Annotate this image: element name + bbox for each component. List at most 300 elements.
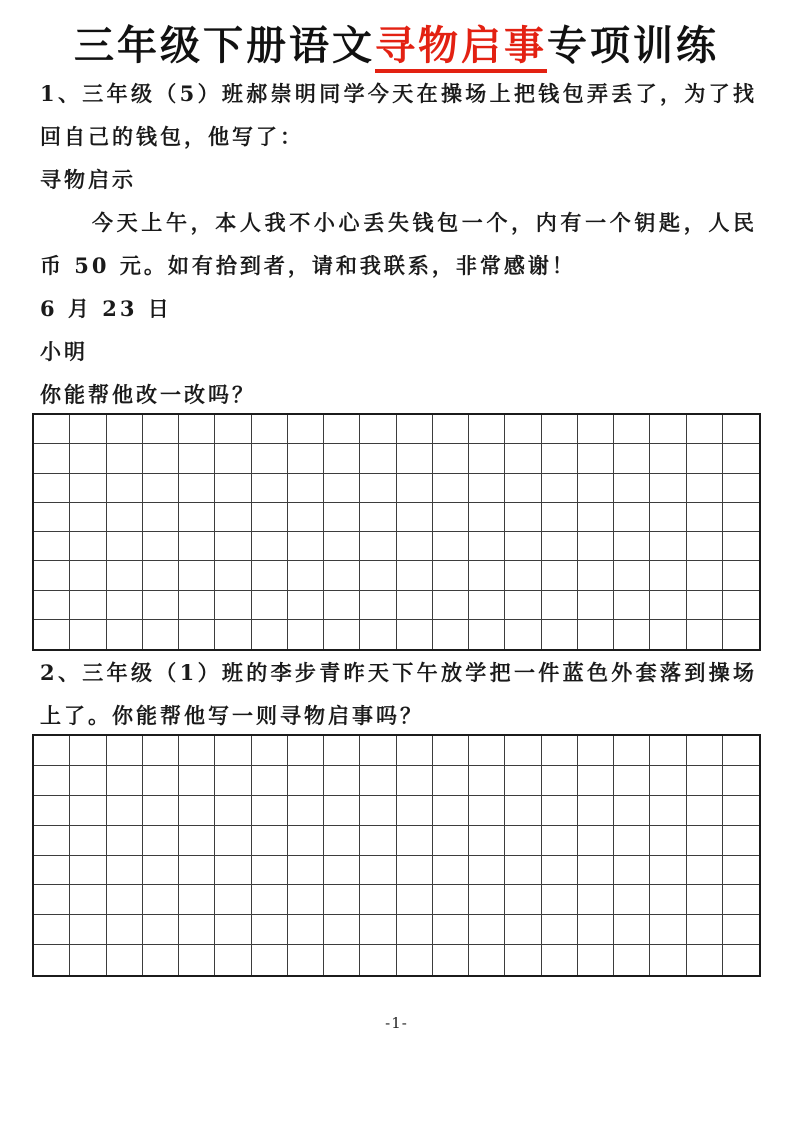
grid-cell — [179, 415, 215, 444]
grid-cell — [324, 474, 360, 503]
grid-cell — [687, 766, 723, 796]
grid-cell — [397, 620, 433, 649]
grid-cell — [215, 736, 251, 766]
grid-cell — [288, 444, 324, 473]
grid-cell — [723, 736, 759, 766]
grid-cell — [143, 796, 179, 826]
grid-cell — [397, 856, 433, 886]
grid-cell — [433, 915, 469, 945]
grid-cell — [614, 766, 650, 796]
grid-cell — [360, 620, 396, 649]
grid-cell — [578, 796, 614, 826]
grid-cell — [70, 915, 106, 945]
grid-cell — [107, 591, 143, 620]
grid-cell — [143, 766, 179, 796]
grid-cell — [179, 856, 215, 886]
grid-cell — [614, 415, 650, 444]
grid-cell — [107, 915, 143, 945]
grid-cell — [215, 561, 251, 590]
grid-cell — [70, 826, 106, 856]
grid-cell — [542, 532, 578, 561]
grid-cell — [578, 826, 614, 856]
grid-cell — [143, 444, 179, 473]
grid-cell — [397, 444, 433, 473]
grid-cell — [360, 945, 396, 975]
grid-cell — [505, 796, 541, 826]
grid-cell — [324, 503, 360, 532]
grid-cell — [542, 915, 578, 945]
grid-cell — [34, 503, 70, 532]
title-highlight: 寻物启事 — [375, 24, 547, 73]
grid-cell — [650, 503, 686, 532]
writing-grid-1 — [32, 413, 761, 651]
grid-cell — [650, 885, 686, 915]
grid-cell — [469, 796, 505, 826]
grid-cell — [360, 826, 396, 856]
grid-cell — [215, 620, 251, 649]
grid-cell — [34, 945, 70, 975]
grid-cell — [469, 591, 505, 620]
grid-cell — [505, 561, 541, 590]
grid-cell — [70, 415, 106, 444]
title-suffix: 专项训练 — [547, 24, 719, 68]
grid-cell — [70, 885, 106, 915]
grid-cell — [687, 532, 723, 561]
grid-cell — [215, 415, 251, 444]
grid-cell — [215, 915, 251, 945]
grid-cell — [687, 736, 723, 766]
grid-cell — [70, 444, 106, 473]
grid-cell — [650, 532, 686, 561]
grid-cell — [650, 444, 686, 473]
grid-cell — [397, 415, 433, 444]
grid-cell — [179, 885, 215, 915]
grid-cell — [723, 474, 759, 503]
grid-cell — [614, 620, 650, 649]
grid-cell — [578, 415, 614, 444]
grid-cell — [433, 885, 469, 915]
question-1-text: 1、三年级（5）班郝崇明同学今天在操场上把钱包弄丢了，为了找回自己的钱包，他写了： — [40, 81, 757, 149]
grid-cell — [469, 736, 505, 766]
grid-cell — [469, 915, 505, 945]
grid-cell — [288, 856, 324, 886]
grid-cell — [433, 856, 469, 886]
grid-cell — [397, 826, 433, 856]
grid-cell — [650, 766, 686, 796]
grid-cell — [469, 945, 505, 975]
grid-cell — [614, 915, 650, 945]
grid-cell — [578, 885, 614, 915]
grid-cell — [143, 856, 179, 886]
grid-cell — [505, 915, 541, 945]
grid-cell — [578, 532, 614, 561]
grid-cell — [723, 885, 759, 915]
grid-cell — [324, 532, 360, 561]
grid-cell — [650, 591, 686, 620]
grid-cell — [505, 415, 541, 444]
grid-cell — [433, 826, 469, 856]
grid-cell — [505, 736, 541, 766]
grid-cell — [433, 474, 469, 503]
grid-cell — [215, 796, 251, 826]
grid-cell — [143, 503, 179, 532]
grid-cell — [215, 766, 251, 796]
grid-cell — [542, 620, 578, 649]
grid-cell — [324, 856, 360, 886]
grid-cell — [397, 591, 433, 620]
grid-cell — [397, 503, 433, 532]
grid-cell — [34, 856, 70, 886]
grid-cell — [143, 885, 179, 915]
grid-cell — [107, 503, 143, 532]
grid-cell — [107, 561, 143, 590]
grid-cell — [687, 503, 723, 532]
grid-cell — [360, 532, 396, 561]
grid-cell — [433, 561, 469, 590]
grid-cell — [723, 591, 759, 620]
grid-cell — [614, 591, 650, 620]
grid-cell — [70, 856, 106, 886]
grid-cell — [614, 885, 650, 915]
grid-cell — [542, 826, 578, 856]
grid-cell — [723, 915, 759, 945]
grid-cell — [542, 766, 578, 796]
grid-cell — [578, 591, 614, 620]
grid-cell — [252, 915, 288, 945]
grid-cell — [215, 885, 251, 915]
grid-cell — [288, 915, 324, 945]
grid-cell — [143, 591, 179, 620]
grid-cell — [687, 856, 723, 886]
grid-cell — [34, 796, 70, 826]
grid-cell — [578, 620, 614, 649]
grid-cell — [469, 885, 505, 915]
grid-cell — [288, 415, 324, 444]
grid-cell — [288, 503, 324, 532]
grid-cell — [614, 444, 650, 473]
notice-signature: 小明 — [40, 339, 88, 364]
grid-cell — [179, 826, 215, 856]
grid-cell — [143, 915, 179, 945]
grid-cell — [107, 766, 143, 796]
grid-cell — [469, 503, 505, 532]
grid-cell — [360, 415, 396, 444]
grid-cell — [397, 474, 433, 503]
grid-cell — [324, 736, 360, 766]
grid-cell — [614, 945, 650, 975]
grid-cell — [397, 796, 433, 826]
grid-cell — [34, 474, 70, 503]
grid-cell — [650, 915, 686, 945]
grid-cell — [542, 856, 578, 886]
grid-cell — [34, 561, 70, 590]
grid-cell — [252, 766, 288, 796]
grid-cell — [324, 561, 360, 590]
grid-cell — [469, 415, 505, 444]
grid-cell — [288, 736, 324, 766]
grid-cell — [288, 620, 324, 649]
grid-cell — [433, 766, 469, 796]
grid-cell — [469, 532, 505, 561]
grid-cell — [252, 945, 288, 975]
grid-cell — [614, 474, 650, 503]
grid-cell — [252, 796, 288, 826]
grid-cell — [433, 945, 469, 975]
grid-cell — [360, 766, 396, 796]
grid-cell — [107, 620, 143, 649]
grid-cell — [614, 736, 650, 766]
grid-cell — [179, 915, 215, 945]
grid-cell — [215, 444, 251, 473]
title-prefix: 三年级下册语文 — [74, 24, 375, 68]
grid-cell — [614, 796, 650, 826]
grid-cell — [397, 532, 433, 561]
grid-cell — [397, 885, 433, 915]
grid-cell — [34, 736, 70, 766]
grid-cell — [34, 915, 70, 945]
grid-cell — [143, 532, 179, 561]
grid-cell — [687, 561, 723, 590]
grid-cell — [70, 620, 106, 649]
grid-cell — [143, 561, 179, 590]
grid-cell — [215, 856, 251, 886]
grid-cell — [324, 591, 360, 620]
grid-cell — [650, 561, 686, 590]
grid-cell — [505, 444, 541, 473]
grid-cell — [360, 474, 396, 503]
grid-cell — [505, 474, 541, 503]
grid-cell — [360, 796, 396, 826]
grid-cell — [70, 561, 106, 590]
grid-cell — [687, 620, 723, 649]
grid-cell — [687, 796, 723, 826]
grid-cell — [215, 945, 251, 975]
grid-cell — [34, 620, 70, 649]
grid-cell — [397, 945, 433, 975]
grid-cell — [542, 885, 578, 915]
grid-cell — [252, 444, 288, 473]
grid-cell — [578, 915, 614, 945]
grid-cell — [143, 620, 179, 649]
grid-cell — [107, 945, 143, 975]
grid-cell — [360, 915, 396, 945]
grid-cell — [614, 826, 650, 856]
grid-cell — [34, 885, 70, 915]
grid-cell — [70, 796, 106, 826]
grid-cell — [542, 561, 578, 590]
grid-cell — [505, 591, 541, 620]
grid-cell — [324, 945, 360, 975]
grid-cell — [650, 415, 686, 444]
grid-cell — [397, 736, 433, 766]
grid-cell — [215, 503, 251, 532]
grid-cell — [723, 503, 759, 532]
grid-cell — [288, 945, 324, 975]
grid-cell — [360, 885, 396, 915]
grid-cell — [324, 620, 360, 649]
grid-cell — [324, 885, 360, 915]
grid-cell — [578, 474, 614, 503]
grid-cell — [252, 885, 288, 915]
grid-cell — [252, 826, 288, 856]
grid-cell — [723, 826, 759, 856]
grid-cell — [723, 532, 759, 561]
grid-cell — [360, 736, 396, 766]
grid-cell — [469, 766, 505, 796]
grid-cell — [324, 415, 360, 444]
grid-cell — [252, 856, 288, 886]
question-1-prompt: 你能帮他改一改吗？ — [40, 382, 256, 407]
grid-cell — [252, 532, 288, 561]
grid-cell — [179, 532, 215, 561]
grid-cell — [70, 532, 106, 561]
grid-cell — [650, 736, 686, 766]
grid-cell — [179, 945, 215, 975]
grid-cell — [288, 885, 324, 915]
grid-cell — [469, 561, 505, 590]
grid-cell — [614, 561, 650, 590]
notice-title: 寻物启示 — [40, 167, 136, 192]
grid-cell — [723, 766, 759, 796]
grid-cell — [360, 503, 396, 532]
grid-cell — [288, 766, 324, 796]
grid-cell — [252, 503, 288, 532]
grid-cell — [505, 532, 541, 561]
grid-cell — [397, 561, 433, 590]
grid-cell — [687, 915, 723, 945]
grid-cell — [107, 885, 143, 915]
grid-cell — [179, 444, 215, 473]
grid-cell — [578, 856, 614, 886]
grid-cell — [324, 444, 360, 473]
grid-cell — [469, 856, 505, 886]
grid-cell — [179, 766, 215, 796]
grid-cell — [687, 415, 723, 444]
grid-cell — [723, 796, 759, 826]
grid-cell — [505, 826, 541, 856]
grid-cell — [107, 826, 143, 856]
grid-cell — [614, 503, 650, 532]
grid-cell — [505, 503, 541, 532]
grid-cell — [179, 591, 215, 620]
grid-cell — [107, 796, 143, 826]
grid-cell — [34, 532, 70, 561]
grid-cell — [324, 796, 360, 826]
grid-cell — [650, 620, 686, 649]
grid-cell — [143, 415, 179, 444]
grid-cell — [433, 503, 469, 532]
grid-cell — [542, 736, 578, 766]
grid-cell — [215, 826, 251, 856]
grid-cell — [107, 532, 143, 561]
grid-cell — [469, 620, 505, 649]
grid-cell — [179, 620, 215, 649]
grid-cell — [614, 856, 650, 886]
grid-cell — [107, 444, 143, 473]
grid-cell — [397, 766, 433, 796]
grid-cell — [723, 945, 759, 975]
grid-cell — [107, 736, 143, 766]
grid-cell — [179, 796, 215, 826]
grid-cell — [687, 474, 723, 503]
grid-cell — [70, 503, 106, 532]
writing-grid-2 — [32, 734, 761, 977]
grid-cell — [34, 444, 70, 473]
grid-cell — [288, 796, 324, 826]
grid-cell — [107, 415, 143, 444]
grid-cell — [70, 736, 106, 766]
notice-body: 今天上午，本人我不小心丢失钱包一个，内有一个钥匙，人民币 50 元。如有拾到者，请和我联系，非常感谢！ — [40, 210, 757, 278]
grid-cell — [34, 826, 70, 856]
grid-cell — [723, 444, 759, 473]
grid-cell — [34, 415, 70, 444]
grid-cell — [215, 532, 251, 561]
grid-cell — [143, 474, 179, 503]
grid-cell — [179, 561, 215, 590]
grid-cell — [107, 474, 143, 503]
grid-cell — [324, 915, 360, 945]
notice-date: 6 月 23 日 — [40, 296, 172, 321]
grid-cell — [215, 591, 251, 620]
grid-cell — [687, 945, 723, 975]
grid-cell — [650, 796, 686, 826]
grid-cell — [288, 474, 324, 503]
grid-cell — [469, 474, 505, 503]
grid-cell — [288, 826, 324, 856]
grid-cell — [433, 591, 469, 620]
grid-cell — [215, 474, 251, 503]
grid-cell — [614, 532, 650, 561]
grid-cell — [578, 561, 614, 590]
grid-cell — [650, 856, 686, 886]
grid-cell — [542, 503, 578, 532]
grid-cell — [542, 444, 578, 473]
page-number: -1- — [385, 1014, 408, 1032]
grid-cell — [505, 766, 541, 796]
grid-cell — [70, 474, 106, 503]
grid-cell — [433, 796, 469, 826]
grid-cell — [252, 474, 288, 503]
grid-cell — [179, 503, 215, 532]
grid-cell — [360, 856, 396, 886]
question-2-text: 2、三年级（1）班的李步青昨天下午放学把一件蓝色外套落到操场上了。你能帮他写一则寻物启事吗？ — [40, 660, 757, 728]
grid-cell — [687, 885, 723, 915]
grid-cell — [288, 591, 324, 620]
grid-cell — [542, 474, 578, 503]
grid-cell — [687, 444, 723, 473]
grid-cell — [179, 474, 215, 503]
grid-cell — [542, 945, 578, 975]
grid-cell — [433, 444, 469, 473]
grid-cell — [70, 945, 106, 975]
grid-cell — [723, 415, 759, 444]
grid-cell — [723, 856, 759, 886]
grid-cell — [252, 736, 288, 766]
grid-cell — [687, 591, 723, 620]
page-title — [32, 0, 761, 72]
grid-cell — [505, 945, 541, 975]
grid-cell — [723, 561, 759, 590]
grid-cell — [578, 503, 614, 532]
grid-cell — [397, 915, 433, 945]
grid-cell — [252, 561, 288, 590]
grid-cell — [143, 736, 179, 766]
grid-cell — [505, 620, 541, 649]
grid-cell — [578, 766, 614, 796]
grid-cell — [505, 885, 541, 915]
grid-cell — [542, 796, 578, 826]
grid-cell — [360, 444, 396, 473]
